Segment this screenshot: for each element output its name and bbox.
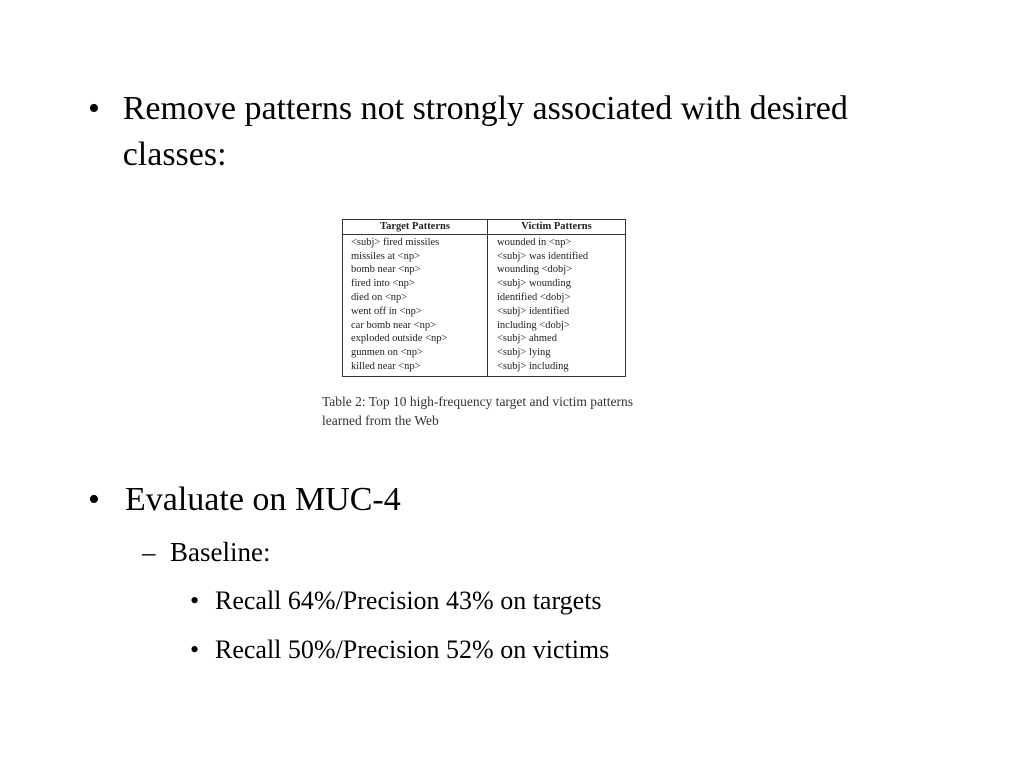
subbullet-baseline [142,534,270,570]
bullet-text: Baseline: [170,537,271,567]
victim-pattern-cell: wounded in <np> [488,234,626,249]
bullet-marker: • [88,90,100,127]
patterns-table [342,219,626,377]
victim-pattern-cell: identified <dobj> [488,291,626,305]
victim-pattern-cell: <subj> was identified [488,250,626,264]
victim-pattern-cell: including <dobj> [488,319,626,333]
target-pattern-cell: missiles at <np> [343,250,488,264]
target-pattern-cell: went off in <np> [343,305,488,319]
table-row [343,360,626,376]
table-row [343,319,626,333]
table-caption: Table 2: Top 10 high-frequency target and victim patterns learned from the Web [322,394,634,428]
header-target-patterns: Target Patterns [343,220,488,235]
target-pattern-cell: died on <np> [343,291,488,305]
subbullet-targets-score [190,584,602,618]
table-row [343,291,626,305]
table-row [343,305,626,319]
victim-pattern-cell: wounding <dobj> [488,263,626,277]
victim-pattern-cell: <subj> including [488,360,626,376]
target-pattern-cell: exploded outside <np> [343,332,488,346]
table-row [343,234,626,249]
bullet-text: Remove patterns not strongly associated with desired classes: [122,90,848,173]
table-row [343,332,626,346]
bullet-text: Evaluate on MUC-4 [125,481,401,518]
bullet-marker: • [190,635,200,664]
table-header-row [343,220,626,235]
victim-pattern-cell: <subj> lying [488,346,626,360]
table-row [343,346,626,360]
bullet-marker: • [88,481,100,518]
bullet-text: Recall 50%/Precision 52% on victims [215,635,610,664]
table-row [343,277,626,291]
bullet-evaluate [88,477,908,523]
dash-marker: – [142,537,156,567]
table-row [343,263,626,277]
victim-pattern-cell: <subj> wounding [488,277,626,291]
target-pattern-cell: killed near <np> [343,360,488,376]
victim-pattern-cell: <subj> ahmed [488,332,626,346]
target-pattern-cell: gunmen on <np> [343,346,488,360]
bullet-marker: • [190,586,200,615]
header-victim-patterns: Victim Patterns [488,220,626,235]
target-pattern-cell: fired into <np> [343,277,488,291]
target-pattern-cell: bomb near <np> [343,263,488,277]
table-row [343,250,626,264]
bullet-remove-patterns [88,86,908,178]
victim-pattern-cell: <subj> identified [488,305,626,319]
subbullet-victims-score [190,633,609,667]
target-pattern-cell: <subj> fired missiles [343,234,488,249]
bullet-text: Recall 64%/Precision 43% on targets [215,586,602,615]
target-pattern-cell: car bomb near <np> [343,319,488,333]
